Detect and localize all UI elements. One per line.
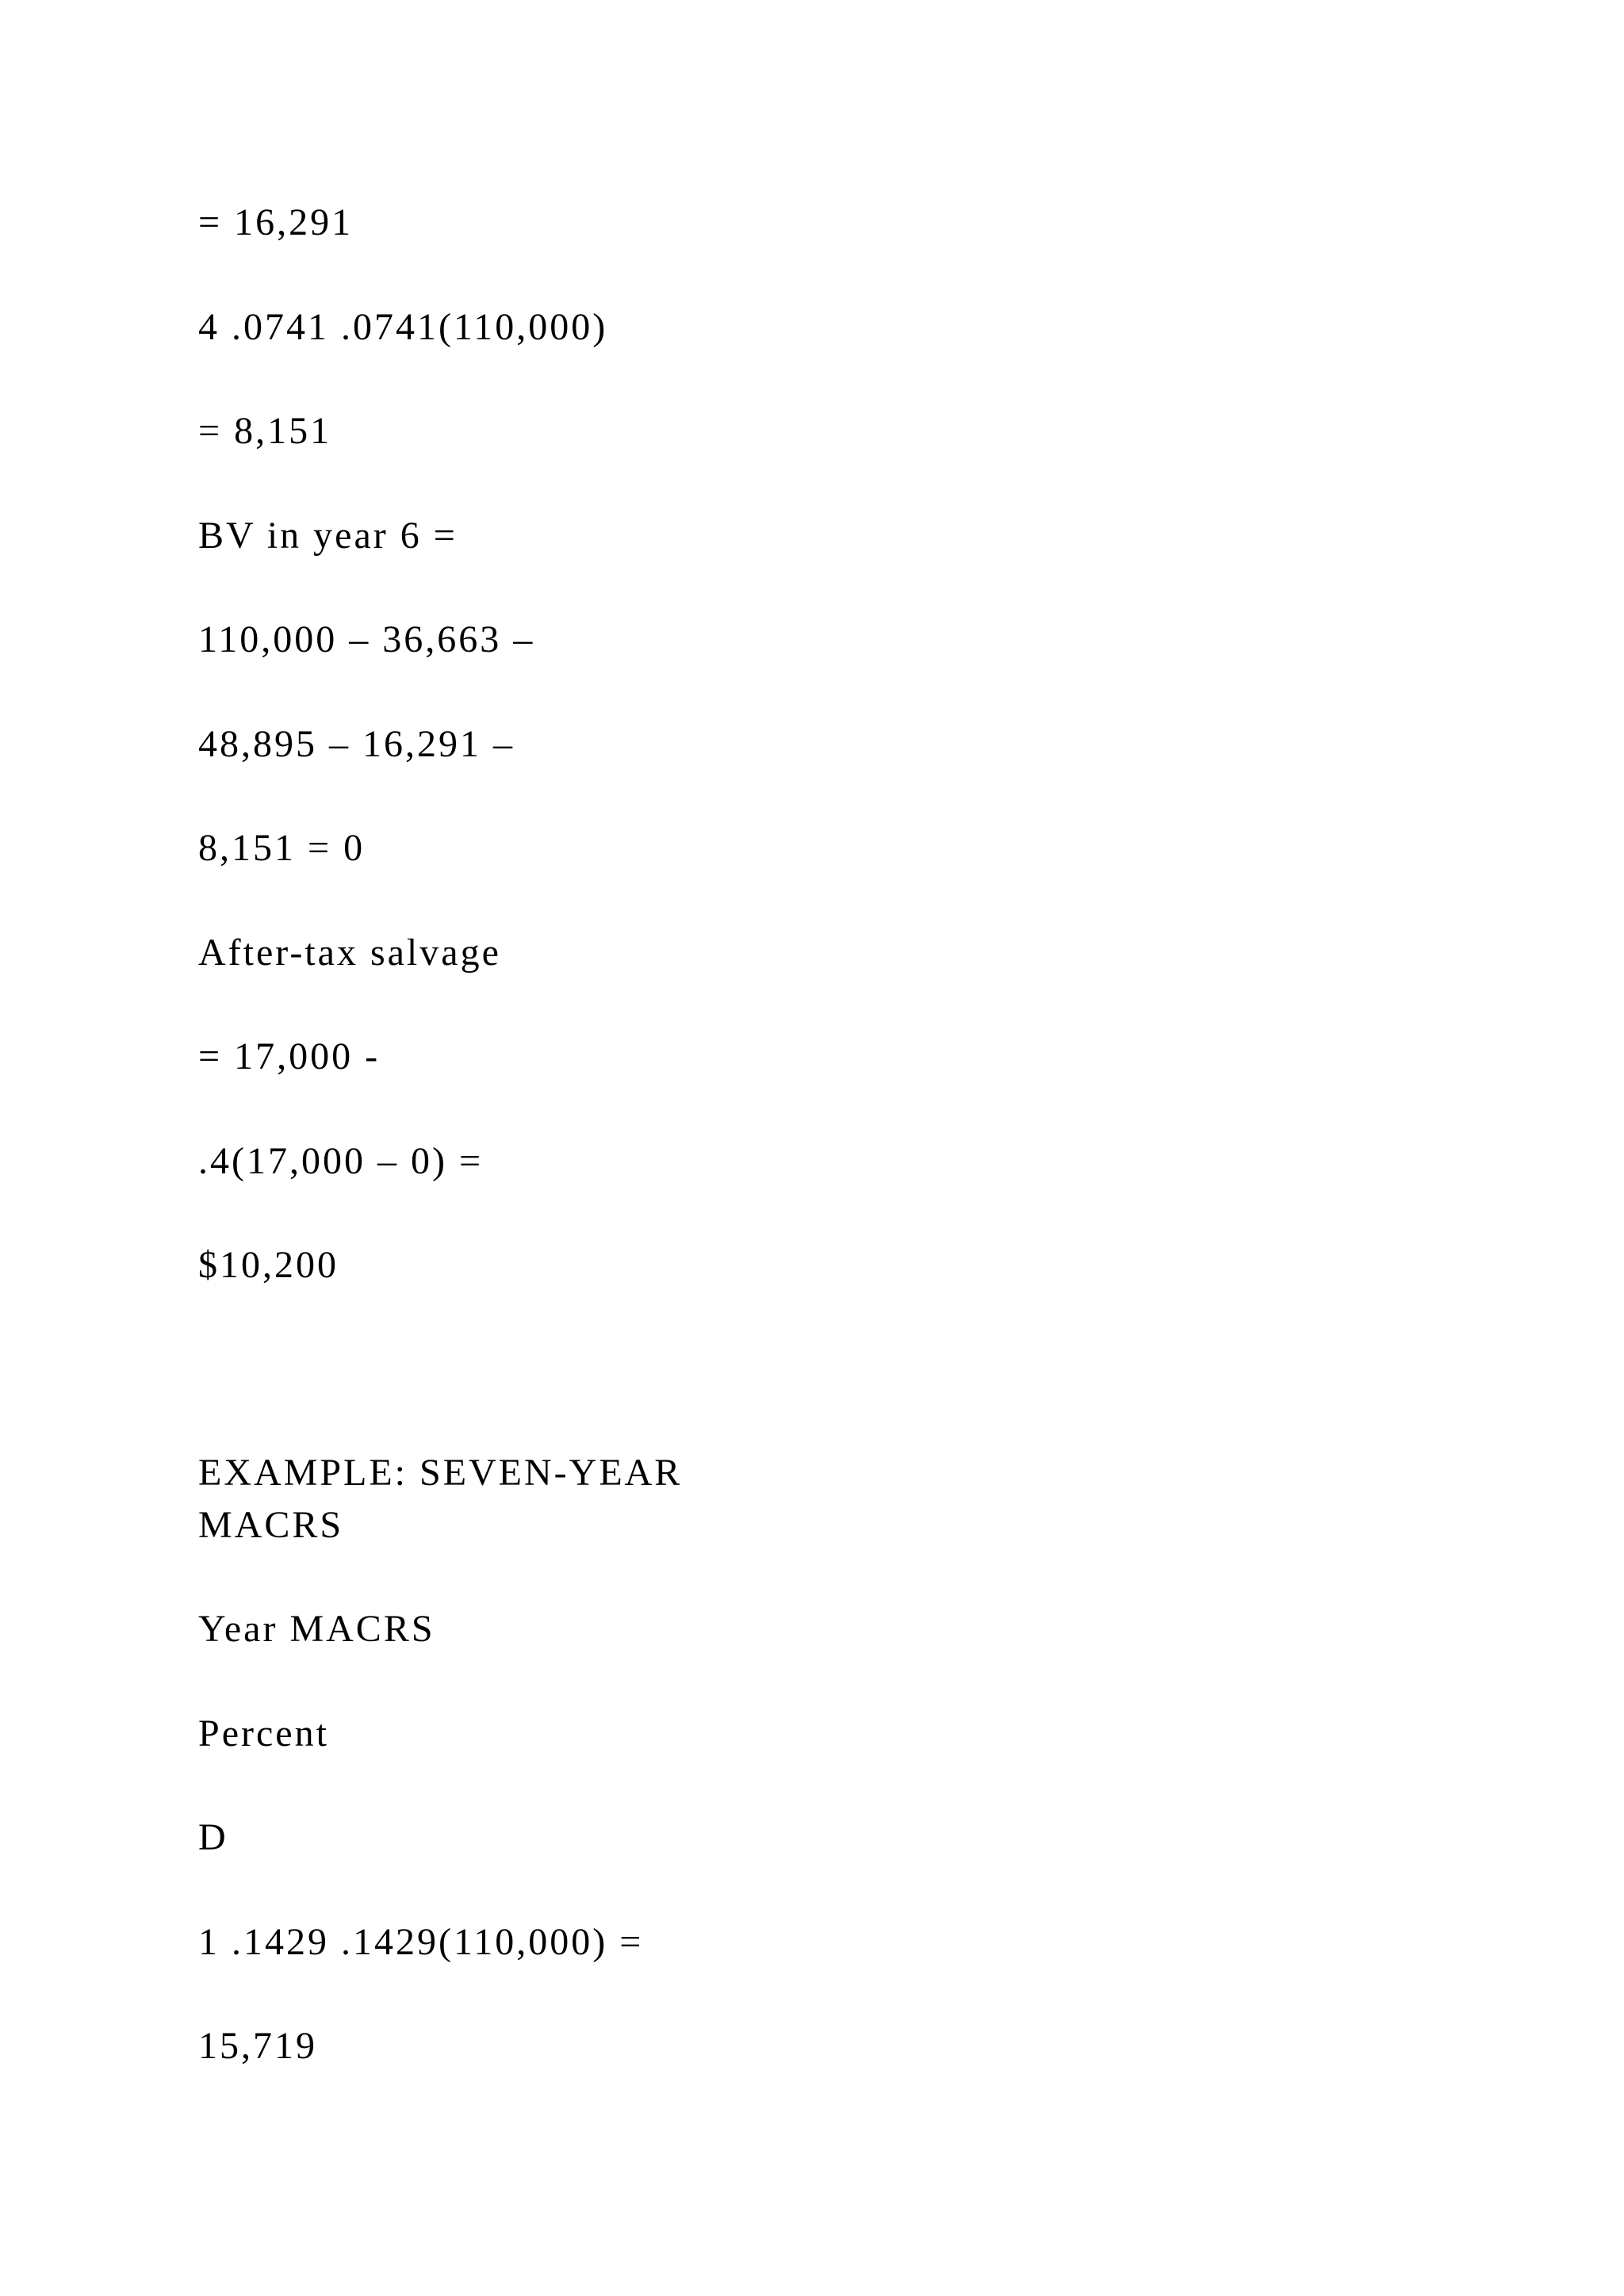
text-line: 110,000 – 36,663 – bbox=[198, 618, 535, 660]
text-line: D bbox=[198, 1816, 228, 1858]
text-line: .4(17,000 – 0) = bbox=[198, 1140, 484, 1182]
text-line: 4 .0741 .0741(110,000) bbox=[198, 306, 608, 348]
text-line: 48,895 – 16,291 – bbox=[198, 723, 515, 765]
section-heading: EXAMPLE: SEVEN-YEAR bbox=[198, 1452, 683, 1494]
text-line: BV in year 6 = bbox=[198, 515, 458, 557]
text-line: 1 .1429 .1429(110,000) = bbox=[198, 1921, 644, 1963]
text-line: $10,200 bbox=[198, 1244, 339, 1286]
text-line: 8,151 = 0 bbox=[198, 827, 366, 869]
text-line: = 8,151 bbox=[198, 410, 332, 452]
text-line: = 16,291 bbox=[198, 201, 354, 243]
text-line: Year MACRS bbox=[198, 1608, 435, 1650]
text-line: 15,719 bbox=[198, 2025, 317, 2067]
section-heading: MACRS bbox=[198, 1504, 344, 1546]
text-line: Percent bbox=[198, 1712, 329, 1755]
text-line: After-tax salvage bbox=[198, 932, 501, 974]
text-line: = 17,000 - bbox=[198, 1035, 381, 1077]
